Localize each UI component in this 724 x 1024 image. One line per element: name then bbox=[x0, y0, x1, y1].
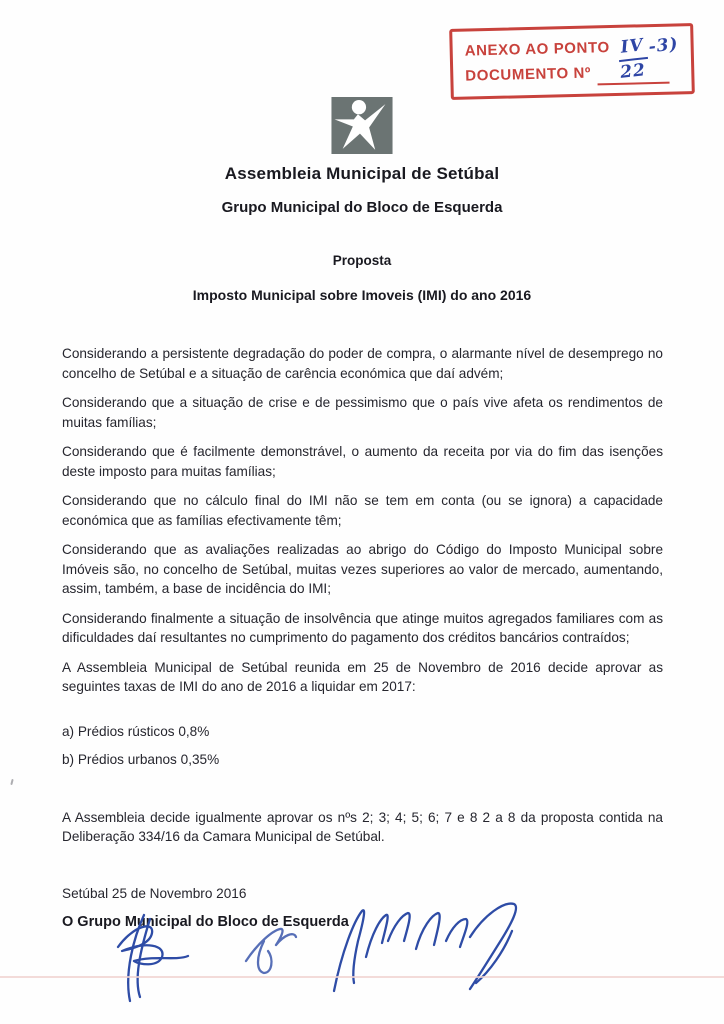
scan-speck bbox=[10, 779, 13, 785]
anexo-handwritten-value: IV bbox=[616, 33, 648, 62]
body-paragraphs bbox=[62, 344, 663, 697]
body-paragraph: A Assembleia Municipal de Setúbal reunida em 25 de Novembro de 2016 decide aprovar as seguintes taxas de IMI do ano de 2016 a liquidar em 2017: bbox=[62, 659, 663, 694]
body-paragraph: Considerando que no cálculo final do IMI não se tem em conta (ou se ignora) a capacidade económica que as famílias efectivamente têm; bbox=[62, 493, 663, 528]
date-line: Setúbal 25 de Novembro 2016 bbox=[62, 885, 247, 901]
doc-heading: Proposta bbox=[332, 253, 392, 268]
doc-subheading: Imposto Municipal sobre Imoveis (IMI) do ano 2016 bbox=[192, 287, 532, 303]
signatures-ink-icon bbox=[66, 893, 536, 1008]
page-title: Assembleia Municipal de Setúbal bbox=[224, 164, 500, 183]
body-paragraph: Considerando que as avaliações realizadas ao abrigo do Código do Imposto Municipal sobre Imóveis são, no concelho de Setúbal, muitas vezes superiores ao valor de mercado, aumentando, assim, também, a base de incidência do IMI; bbox=[62, 542, 663, 596]
body-paragraph: Considerando finalmente a situação de insolvência que atinge muitos agregados familiares com as dificuldades daí resultantes no cumprimento do pagamento dos créditos bancários contraídos; bbox=[62, 610, 663, 645]
bloco-star-logo-icon bbox=[331, 0, 393, 154]
annex-stamp bbox=[449, 23, 695, 100]
body-paragraph: Considerando que é facilmente demonstrável, o aumento da receita por via do fim das isenções deste imposto para muitas famílias; bbox=[62, 444, 663, 479]
signature-title: O Grupo Municipal do Bloco de Esquerda bbox=[62, 913, 349, 930]
scan-fold-line bbox=[0, 976, 724, 978]
closing-paragraph: A Assembleia decide igualmente aprovar os nºs 2; 3; 4; 5; 6; 7 e 8 2 a 8 da proposta contida na Deliberação 334/16 da Camara Municipal de Setúbal. bbox=[62, 809, 663, 844]
page-subtitle: Grupo Municipal do Bloco de Esquerda bbox=[221, 199, 503, 216]
documento-rule bbox=[597, 61, 670, 86]
anexo-label: ANEXO AO PONTO bbox=[464, 39, 610, 60]
documento-handwritten-value: 22 bbox=[618, 60, 647, 83]
tax-rate-list bbox=[62, 724, 663, 767]
body-paragraph: Considerando que a situação de crise e de pessimismo que o país vive afeta os rendimentos de muitas famílias; bbox=[62, 395, 663, 430]
list-item-rustic-rate: a) Prédios rústicos 0,8% bbox=[62, 723, 210, 739]
documento-label: DOCUMENTO Nº bbox=[464, 64, 592, 85]
stamp-line-documento bbox=[465, 59, 680, 88]
anexo-handwritten-suffix: -3) bbox=[647, 34, 680, 58]
body-paragraph: Considerando a persistente degradação do poder de compra, o alarmante nível de desemprego no concelho de Setúbal e a situação de carência económica que daí advém; bbox=[62, 346, 663, 381]
list-item-urban-rate: b) Prédios urbanos 0,35% bbox=[62, 751, 220, 767]
